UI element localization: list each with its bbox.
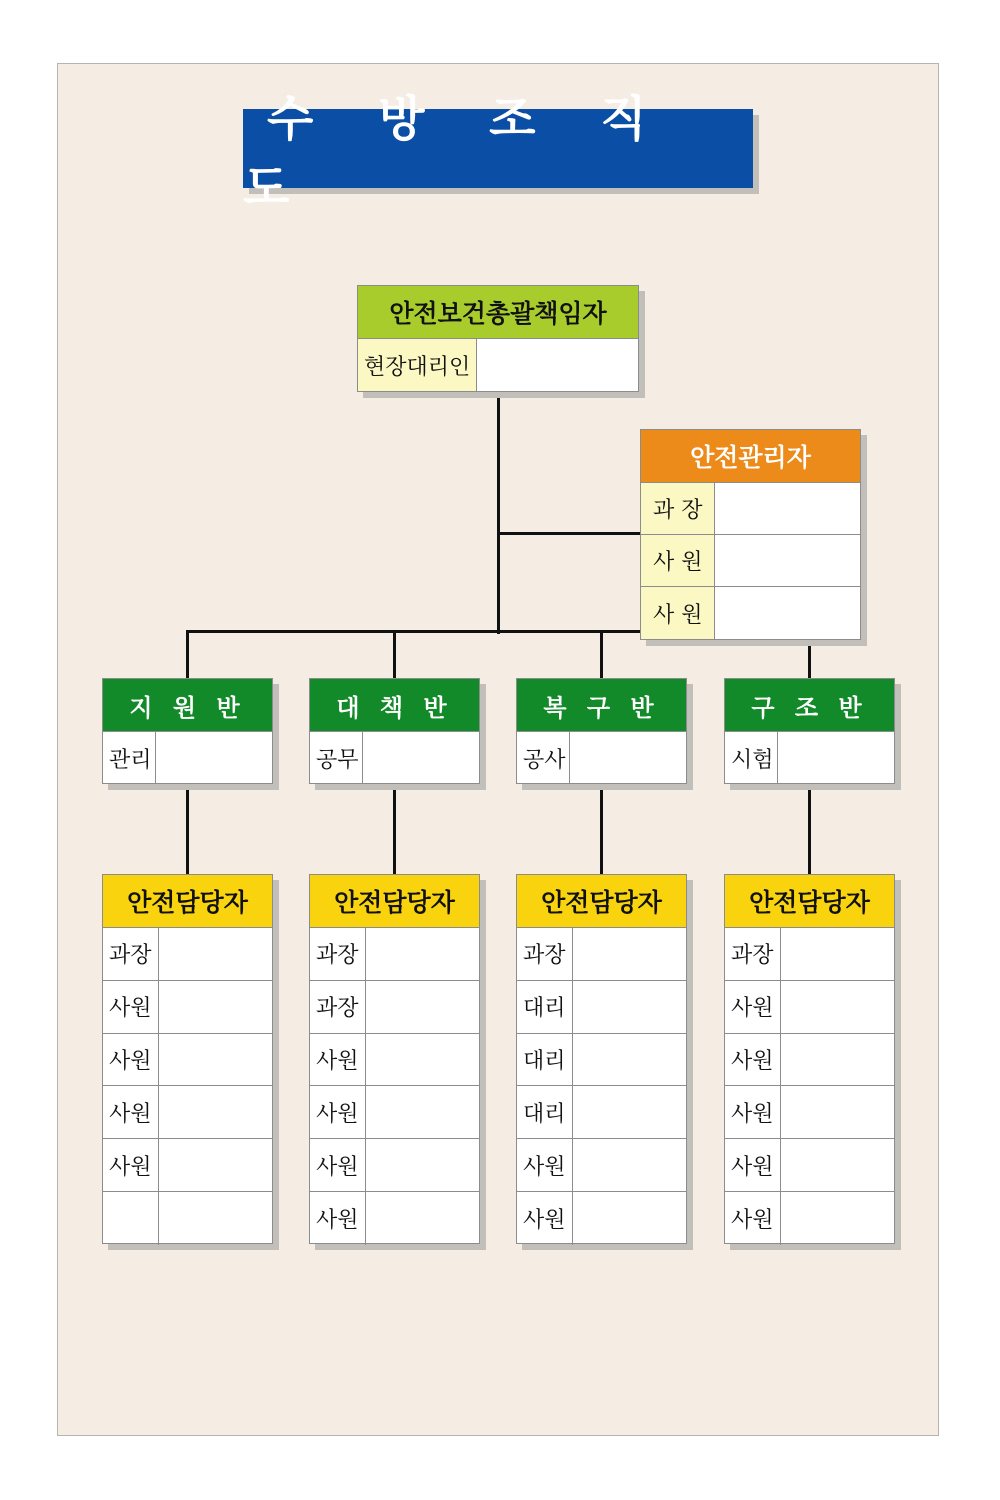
safety-manager-title: 안전관리자: [641, 430, 860, 483]
team-box-3: [516, 678, 687, 784]
staff-row: [103, 981, 272, 1034]
connector-to-safety-manager: [497, 532, 640, 535]
staff-row: [517, 928, 686, 981]
safety-manager-role: 과 장: [641, 483, 715, 534]
connector-team-bus: [186, 630, 641, 633]
safety-manager-row: [641, 483, 860, 535]
staff-row: [517, 1139, 686, 1192]
connector-team-4: [808, 646, 811, 678]
team-box-1: [102, 678, 273, 784]
general-safety-officer-box: [357, 285, 639, 392]
staff-row: [103, 1086, 272, 1139]
staff-role: 과장: [103, 928, 159, 980]
staff-role: 사원: [310, 1192, 366, 1245]
team-row: [103, 732, 272, 784]
staff-box-1: [102, 874, 273, 1244]
connector-staff-3: [600, 790, 603, 874]
page-title: 수 방 조 직 도: [243, 109, 753, 188]
team-row: [725, 732, 894, 784]
safety-manager-row: [641, 535, 860, 587]
staff-row: [517, 981, 686, 1034]
connector-staff-2: [393, 790, 396, 874]
staff-role: 과장: [310, 981, 366, 1033]
staff-box-4: [724, 874, 895, 1244]
staff-row: [725, 1139, 894, 1192]
staff-row: [725, 1034, 894, 1087]
staff-role: 대리: [517, 1034, 573, 1086]
connector-staff-1: [186, 790, 189, 874]
staff-row: [517, 1192, 686, 1245]
staff-row: [310, 1034, 479, 1087]
connector-staff-4: [808, 790, 811, 874]
staff-role: 과장: [310, 928, 366, 980]
team-title: 대 책 반: [310, 679, 479, 732]
staff-row: [310, 1086, 479, 1139]
staff-role: 사원: [103, 1034, 159, 1086]
team-title: 지 원 반: [103, 679, 272, 732]
staff-title: 안전담당자: [517, 875, 686, 928]
staff-role: 사원: [103, 1086, 159, 1138]
staff-row: [725, 928, 894, 981]
staff-role: 사원: [103, 981, 159, 1033]
team-box-2: [309, 678, 480, 784]
safety-manager-box: [640, 429, 861, 640]
team-role: 공사: [517, 732, 570, 784]
safety-manager-row: [641, 587, 860, 639]
staff-role: 대리: [517, 1086, 573, 1138]
safety-manager-role: 사 원: [641, 535, 715, 586]
connector-team-3: [600, 630, 603, 678]
staff-role: 사원: [517, 1192, 573, 1245]
staff-role: [103, 1192, 159, 1245]
connector-team-2: [393, 630, 396, 678]
staff-role: 사원: [725, 1034, 781, 1086]
team-title: 구 조 반: [725, 679, 894, 732]
team-box-4: [724, 678, 895, 784]
general-safety-officer-value: [477, 339, 638, 391]
team-role: 공무: [310, 732, 363, 784]
staff-row: [310, 981, 479, 1034]
staff-role: 사원: [725, 1192, 781, 1245]
staff-title: 안전담당자: [103, 875, 272, 928]
staff-role: 사원: [103, 1139, 159, 1191]
staff-row: [103, 928, 272, 981]
staff-row: [310, 1192, 479, 1245]
staff-role: 사원: [310, 1034, 366, 1086]
staff-row: [103, 1192, 272, 1245]
staff-role: 과장: [725, 928, 781, 980]
team-row: [310, 732, 479, 784]
staff-role: 과장: [517, 928, 573, 980]
staff-row: [725, 1086, 894, 1139]
connector-top-vertical: [497, 392, 500, 634]
staff-row: [517, 1086, 686, 1139]
staff-role: 사원: [310, 1139, 366, 1191]
staff-row: [310, 928, 479, 981]
staff-role: 사원: [725, 981, 781, 1033]
staff-role: 사원: [725, 1139, 781, 1191]
staff-row: [103, 1139, 272, 1192]
staff-title: 안전담당자: [310, 875, 479, 928]
general-safety-officer-row: [358, 339, 638, 391]
team-title: 복 구 반: [517, 679, 686, 732]
team-role: 관리: [103, 732, 156, 784]
staff-row: [517, 1034, 686, 1087]
staff-role: 사원: [310, 1086, 366, 1138]
safety-manager-role: 사 원: [641, 587, 715, 639]
staff-role: 대리: [517, 981, 573, 1033]
staff-row: [725, 1192, 894, 1245]
staff-box-2: [309, 874, 480, 1244]
staff-row: [103, 1034, 272, 1087]
connector-team-1: [186, 630, 189, 678]
staff-role: 사원: [725, 1086, 781, 1138]
staff-role: 사원: [517, 1139, 573, 1191]
staff-title: 안전담당자: [725, 875, 894, 928]
staff-box-3: [516, 874, 687, 1244]
team-row: [517, 732, 686, 784]
general-safety-officer-role: 현장대리인: [358, 339, 477, 391]
general-safety-officer-title: 안전보건총괄책임자: [358, 286, 638, 339]
staff-row: [310, 1139, 479, 1192]
team-role: 시험: [725, 732, 778, 784]
staff-row: [725, 981, 894, 1034]
